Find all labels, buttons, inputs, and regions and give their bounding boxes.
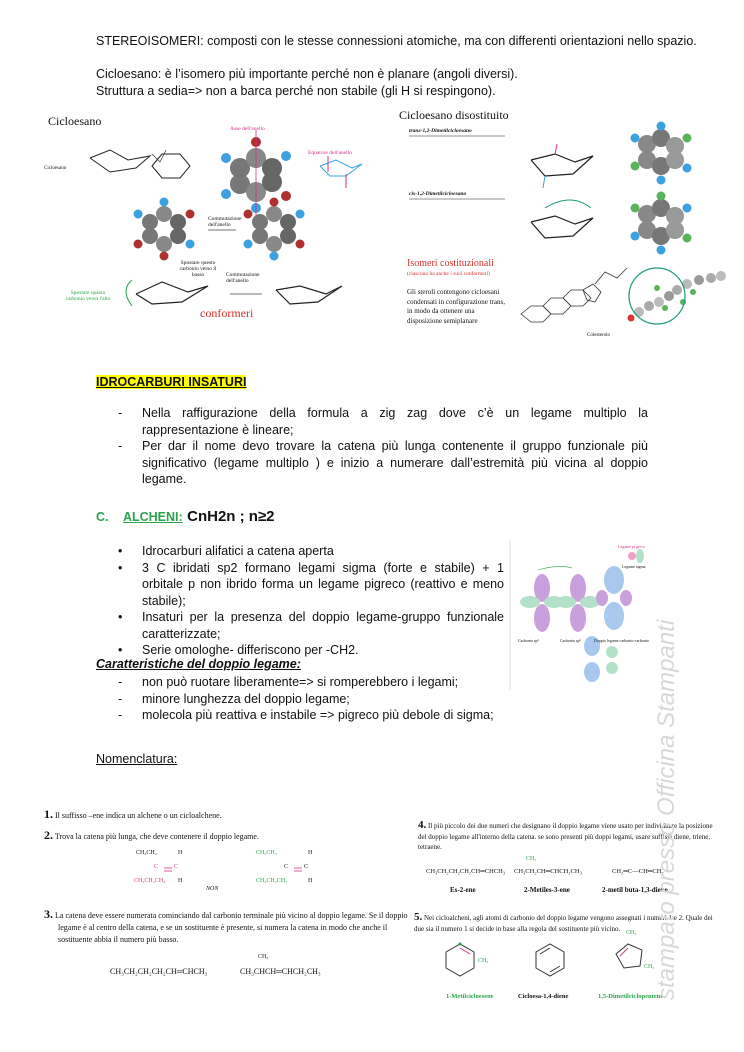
example-2-name: 2-Metiles-3-ene (524, 886, 570, 894)
example-3-name: 2-metil buta-1,3-diene (602, 886, 668, 894)
orbital-drawing (508, 540, 648, 690)
plane-label: Equatore dell'anello (308, 150, 352, 156)
cyclohexane-line-1: Cicloesano: è l’isomero più importante perché non è planare (angoli diversi). (96, 67, 518, 81)
ring-3-ch3-b: CH₃ (644, 964, 655, 970)
alcheni-list (118, 543, 504, 659)
non-label: NON (206, 886, 219, 892)
alcheni-heading (96, 508, 275, 526)
double-bond-item: - molecola più reattiva e instabile => pigreco più debole di sigma; (118, 708, 494, 722)
rule-2-drawing (130, 846, 330, 896)
isomers-title: Isomeri costituzionali (407, 258, 494, 269)
insaturi-list (118, 405, 648, 488)
ring-3-name: 1,5-Dimetilciclopentene (598, 993, 664, 1000)
ring-flip-label-2: Commutazione dell'anello (226, 272, 260, 284)
orbital-label: Carbonio sp² (518, 638, 539, 643)
insaturi-item: - Nella raffigurazione della formula a zig zag dove c’è un legame multiplo la rappresentazione è lineare; (118, 406, 648, 437)
ring-2-name: Cicloesa-1,4-diene (518, 993, 569, 1000)
double-bond-item: - minore lunghezza del doppio legame; (118, 691, 350, 706)
stereoisomeri-title: STEREOISOMERI: (96, 34, 204, 48)
insaturi-item: - Per dar il nome devo trovare la catena più lunga contenente il gruppo funzionale più significativo (legame multiplo ) e inizio a numerare dall’estremità più vicina al doppio legame. (118, 439, 648, 486)
cis-label: cis-1,2-Dimetilcicloesano (409, 191, 467, 197)
stereoisomeri-line (96, 34, 697, 48)
alcheni-item: • Insaturi per la presenza del doppio legame-gruppo funzionale caratterizzate; (118, 610, 504, 641)
conformers-label: conformeri (200, 306, 254, 320)
watermark (648, 520, 688, 1000)
rule-3-formula-2: CH₃CHCH═CHCH₂CH₃ (240, 967, 321, 976)
isomers-subtitle: (ciascuno ha anche i suoi conformeri) (407, 271, 490, 277)
alcheni-title: ALCHENI: (122, 510, 183, 524)
move-up-label: Spostare questo carbonio verso l'alto (65, 290, 111, 302)
nomenclature-heading: Nomenclatura: (96, 752, 178, 766)
rule-3-formula-1: CH₃CH₂CH₂CH₂CH═CHCH₃ (110, 967, 208, 976)
orbital-figure (508, 540, 648, 690)
orbital-label: Legame pi greco (618, 544, 645, 549)
double-bond-list (118, 674, 518, 724)
trans-label: trans-1,2-Dimetilcicloesano (409, 128, 472, 134)
ring-1-name: 1-Metilcicloesene (446, 993, 494, 1000)
double-bond-item: - non può ruotare liberamente=> si romperebbero i legami; (118, 675, 459, 689)
rule-3-ch3: CH₃ (258, 954, 269, 960)
alcheni-letter: C. (96, 510, 109, 524)
watermark-text: stampato presso Officina Stampanti (653, 619, 680, 1000)
alcheni-formula: CnH2n ; n≥2 (187, 508, 275, 525)
alcheni-item: • Idrocarburi alifatici a catena aperta (118, 544, 334, 558)
sterols-text: Gli steroli contengono cicloesani condensati in configurazione trans, in modo da ottenere una disposizione semiplanare (407, 288, 505, 325)
example-2-ch3: CH₃ (526, 856, 537, 862)
ring-flip-label-1: Commutazione dell'anello (208, 216, 242, 228)
example-1-name: Es-2-ene (450, 886, 476, 894)
rule-4: 4. Il più piccolo dei due numeri che designano il doppio legame viene usato per individuare la posizione del doppio legame all'interno della catena. se sono presenti più doppi legami, usare suffissi diene, triene, tetraene. (418, 819, 713, 851)
example-1-formula: CH₃CH₂CH₂CH₂CH═CHCH₃ (426, 868, 506, 875)
orbital-label: Carbonio sp² (560, 638, 581, 643)
stereoisomeri-definition: composti con le stesse connessioni atomiche, ma con differenti orientazioni nello spazio. (203, 34, 697, 48)
cholesterol-label: Colesterolo (587, 333, 611, 338)
double-bond-heading: Caratteristiche del doppio legame: (96, 657, 301, 671)
insaturi-heading: IDROCARBURI INSATURI (96, 375, 247, 389)
rule-3: 3. La catena deve essere numerata cominciando dal carbonio terminale più vicino al doppio legame. Se il doppio legame è al centro della catena, e se un sostituente è presente, si numera la catena in modo che anche il sostituente abbia il numero più basso. (44, 907, 408, 944)
alcheni-item: • 3 C ibridati sp2 formano legami sigma (forte e stabile) + 1 orbitale p non ibrido forma un legame pigreco (reattivo e meno stabile); (118, 560, 504, 608)
disubstituted-figure (395, 108, 735, 348)
cyclohexane-figure-title: Cicloesano (48, 114, 102, 128)
example-2-formula: CH₃CH₂CH═CHCH₂CH₃ (514, 868, 582, 875)
ring-1-ch3: CH₃ (478, 958, 489, 964)
rule-5: 5. Nei cicloalcheni, agli atomi di carbonio del doppio legame vengono assegnati i numeri 1 e 2. Quale dei due sia il numero 1 si decide in base alla regola del sostituente più vicino. (414, 911, 713, 933)
cyclohexane-figure (40, 110, 380, 335)
example-3-formula: CH₂═C—CH═CH₂ (612, 868, 664, 875)
rule-2-structures: CH₃CH₂ C C H H CH₂CH₂CH₃ NON CH₂CH₃ C C H H CH₂CH₂CH₃ (130, 846, 330, 896)
ring-3-ch3-a: CH₃ (626, 930, 637, 936)
axis-label: Asse dell'anello (230, 126, 265, 132)
move-down-label: Spostare questo carbonio verso il basso (179, 260, 217, 278)
cyclohexane-line-2: Struttura a sedia=> non a barca perché non stabile (gli H si respingono). (96, 84, 496, 98)
orbital-label: Doppio legame carbonio-carbonio (594, 638, 649, 643)
orbital-label: Legame sigma (622, 564, 646, 569)
rule-1: 1. Il suffisso –ene indica un alchene o un cicloalchene. (44, 807, 222, 821)
alcheni-item: • Serie omologhe- differiscono per -CH2. (118, 643, 359, 657)
disubstituted-title: Cicloesano disostituito (399, 108, 509, 122)
chair-label: Cicloesano (44, 166, 67, 171)
rule-2: 2. Trova la catena più lunga, che deve contenere il doppio legame. (44, 828, 259, 842)
